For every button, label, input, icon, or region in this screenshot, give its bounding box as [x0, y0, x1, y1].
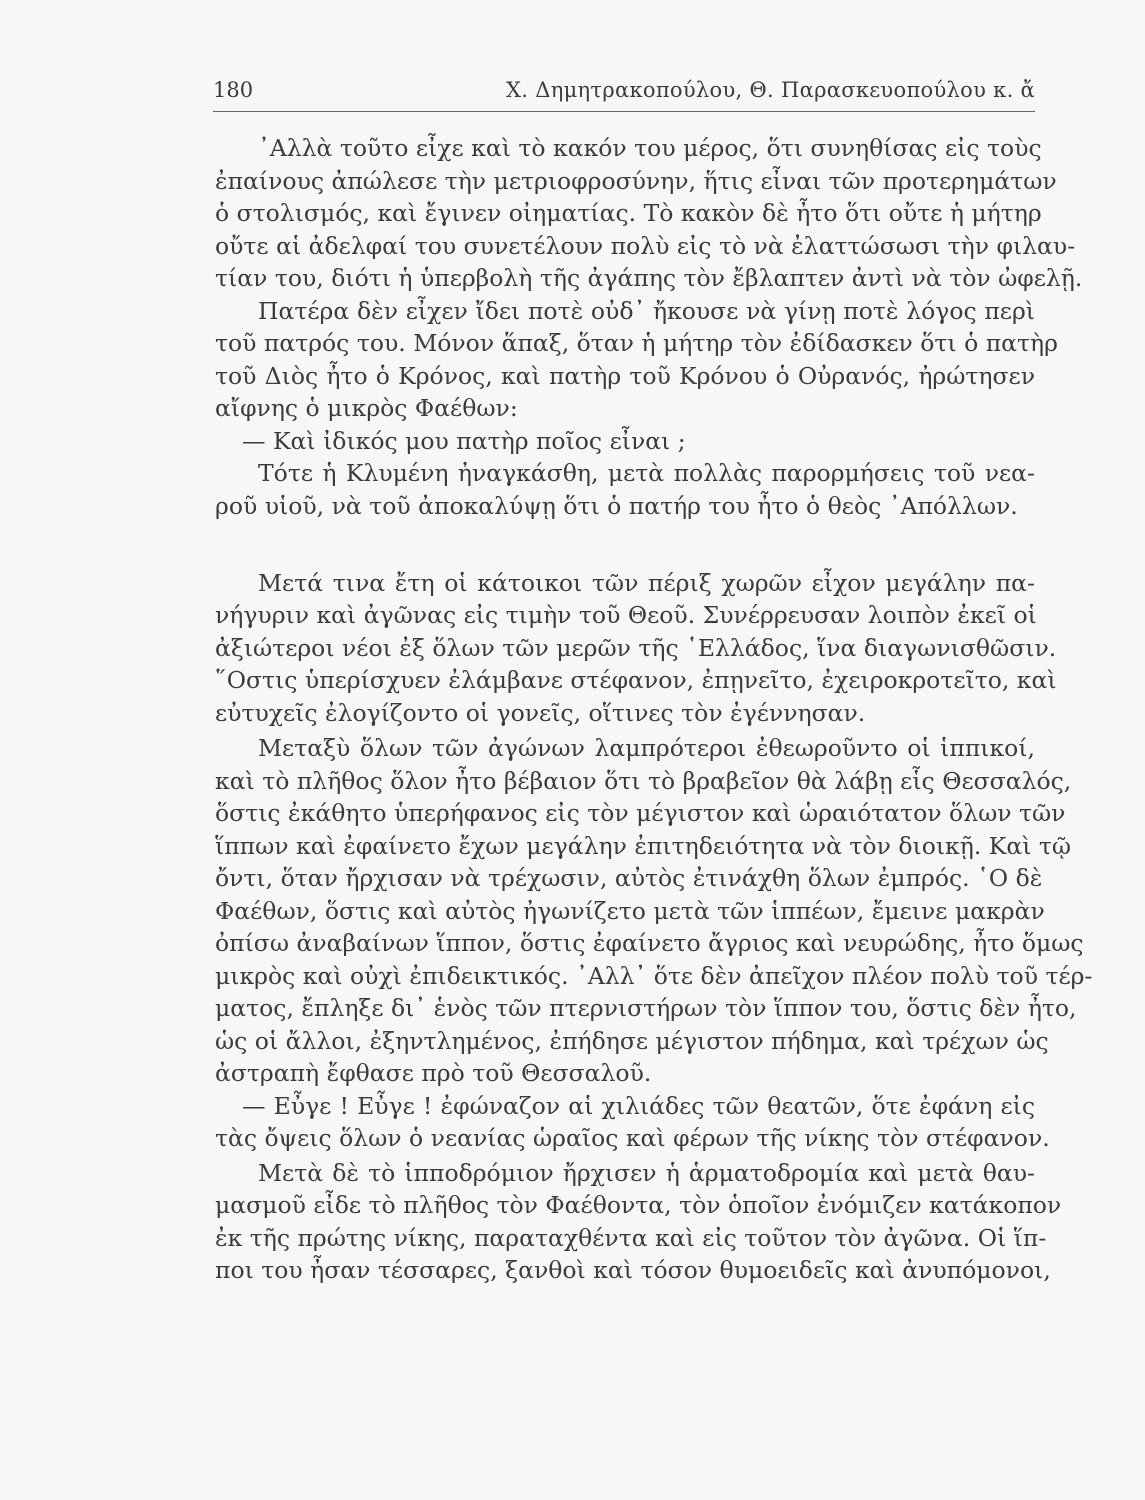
text-line: ὡς οἱ ἄλλοι, ἐξηντλημένος, ἐπήδησε μέγιστον πήδημα, καὶ τρέχων ὡς	[215, 1027, 1049, 1055]
text-line: ὀπίσω ἀναβαίνων ἵππον, ὅστις ἐφαίνετο ἄγριος καὶ νευρώδης, ἦτο ὅμως	[215, 929, 1084, 957]
text-line: καὶ τὸ πλῆθος ὅλον ἦτο βέβαιον ὅτι τὸ βραβεῖον θὰ λάβῃ εἷς Θεσσαλός,	[215, 767, 1072, 795]
text-line: Μετὰ δὲ τὸ ἱπποδρόμιον ἤρχισεν ἡ ἁρματοδρομία καὶ μετὰ θαυ-	[258, 1159, 1035, 1187]
text-line: ἐκ τῆς πρώτης νίκης, παραταχθέντα καὶ εἰς τοῦτον τὸν ἀγῶνα. Οἱ ἵπ-	[215, 1224, 1047, 1252]
text-line: Πατέρα δὲν εἶχεν ἴδει ποτὲ οὐδ᾿ ἤκουσε νὰ γίνῃ ποτὲ λόγος περὶ	[258, 297, 1035, 325]
text-line: τὰς ὄψεις ὅλων ὁ νεανίας ὡραῖος καὶ φέρων τῆς νίκης τὸν στέφανον.	[215, 1124, 1050, 1152]
text-line: Μετά τινα ἔτη οἱ κάτοικοι τῶν πέριξ χωρῶν εἶχον μεγάλην πα-	[258, 569, 1035, 597]
text-line: νήγυριν καὶ ἀγῶνας εἰς τιμὴν τοῦ Θεοῦ. Συνέρρευσαν λοιπὸν ἐκεῖ οἱ	[215, 601, 1037, 629]
text-line: ἀστραπὴ ἔφθασε πρὸ τοῦ Θεσσαλοῦ.	[215, 1059, 652, 1087]
text-line: ματος, ἔπληξε δι᾿ ἑνὸς τῶν πτερνιστήρων τὸν ἵππον του, ὅστις δὲν ἦτο,	[215, 994, 1077, 1022]
text-line: ροῦ υἱοῦ, νὰ τοῦ ἀποκαλύψῃ ὅτι ὁ πατήρ του ἦτο ὁ θεὸς ᾿Απόλλων.	[215, 492, 1018, 520]
text-line: Φαέθων, ὅστις καὶ αὐτὸς ἠγωνίζετο μετὰ τῶν ἱππέων, ἔμεινε μακρὰν	[215, 897, 1045, 925]
text-line: Μεταξὺ ὅλων τῶν ἀγώνων λαμπρότεροι ἐθεωροῦντο οἱ ἱππικοί,	[258, 734, 1035, 762]
text-line: μικρὸς καὶ οὐχὶ ἐπιδεικτικός. ᾿Αλλ᾿ ὅτε δὲν ἀπεῖχον πλέον πολὺ τοῦ τέρ-	[215, 962, 1093, 990]
text-line: τοῦ πατρός του. Μόνον ἅπαξ, ὅταν ἡ μήτηρ τὸν ἐδίδασκεν ὅτι ὁ πατὴρ	[215, 329, 1058, 357]
text-line: ᾿Αλλὰ τοῦτο εἶχε καὶ τὸ κακόν του μέρος, ὅτι συνηθίσας εἰς τοὺς	[258, 134, 1042, 162]
text-line: ἵππων καὶ ἐφαίνετο ἔχων μεγάλην ἐπιτηδειότητα νὰ τὸν διοικῇ. Καὶ τῷ	[215, 832, 1072, 860]
text-line: τοῦ Διὸς ἦτο ὁ Κρόνος, καὶ πατὴρ τοῦ Κρόνου ὁ Οὐρανός, ἠρώτησεν	[215, 362, 1035, 390]
text-line: ὅστις ἐκάθητο ὑπερήφανος εἰς τὸν μέγιστον καὶ ὡραιότατον ὅλων τῶν	[215, 799, 1066, 827]
text-line: ὄντι, ὅταν ἤρχισαν νὰ τρέχωσιν, αὐτὸς ἐτινάχθη ὅλων ἐμπρός. ῾Ο δὲ	[215, 864, 1043, 892]
text-line: ἐπαίνους ἀπώλεσε τὴν μετριοφροσύνην, ἥτις εἶναι τῶν προτερημάτων	[215, 167, 1057, 195]
text-line: εὐτυχεῖς ἐλογίζοντο οἱ γονεῖς, οἵτινες τὸν ἐγέννησαν.	[215, 699, 866, 727]
page-number: 180	[213, 78, 254, 102]
running-head-title: Χ. Δημητρακοπούλου, Θ. Παρασκευοπούλου κ. ἄ	[506, 78, 1035, 102]
text-line: ἀξιώτεροι νέοι ἐξ ὅλων τῶν μερῶν τῆς ῾Ελλάδος, ἵνα διαγωνισθῶσιν.	[215, 634, 1057, 662]
header-rule	[213, 111, 1035, 112]
text-line: τίαν του, διότι ἡ ὑπερβολὴ τῆς ἀγάπης τὸν ἔβλαπτεν ἀντὶ νὰ τὸν ὠφελῇ.	[215, 264, 1083, 292]
text-line: ποι του ἦσαν τέσσαρες, ξανθοὶ καὶ τόσον θυμοειδεῖς καὶ ἀνυπόμονοι,	[215, 1256, 1051, 1284]
text-line: οὔτε αἱ ἀδελφαί του συνετέλουν πολὺ εἰς τὸ νὰ ἐλαττώσωσι τὴν φιλαυ-	[215, 232, 1076, 260]
text-line: ῞Οστις ὑπερίσχυεν ἐλάμβανε στέφανον, ἐπῃνεῖτο, ἐχειροκροτεῖτο, καὶ	[215, 666, 1057, 694]
text-line: αἴφνης ὁ μικρὸς Φαέθων:	[215, 394, 518, 422]
text-line: — Καὶ ἰδικός μου πατὴρ ποῖος εἶναι ;	[242, 427, 686, 455]
text-line: ὁ στολισμός, καὶ ἔγινεν οἰηματίας. Τὸ κακὸν δὲ ἦτο ὅτι οὔτε ἡ μήτηρ	[215, 199, 1042, 227]
text-line: μασμοῦ εἶδε τὸ πλῆθος τὸν Φαέθοντα, τὸν ὁποῖον ἐνόμιζεν κατάκοπον	[215, 1191, 1062, 1219]
text-line: — Εὖγε ! Εὖγε ! ἐφώναζον αἱ χιλιάδες τῶν θεατῶν, ὅτε ἐφάνη εἰς	[242, 1092, 1035, 1120]
text-line: Τότε ἡ Κλυμένη ἠναγκάσθη, μετὰ πολλὰς παρορμήσεις τοῦ νεα-	[258, 459, 1035, 487]
running-header	[213, 78, 1035, 108]
